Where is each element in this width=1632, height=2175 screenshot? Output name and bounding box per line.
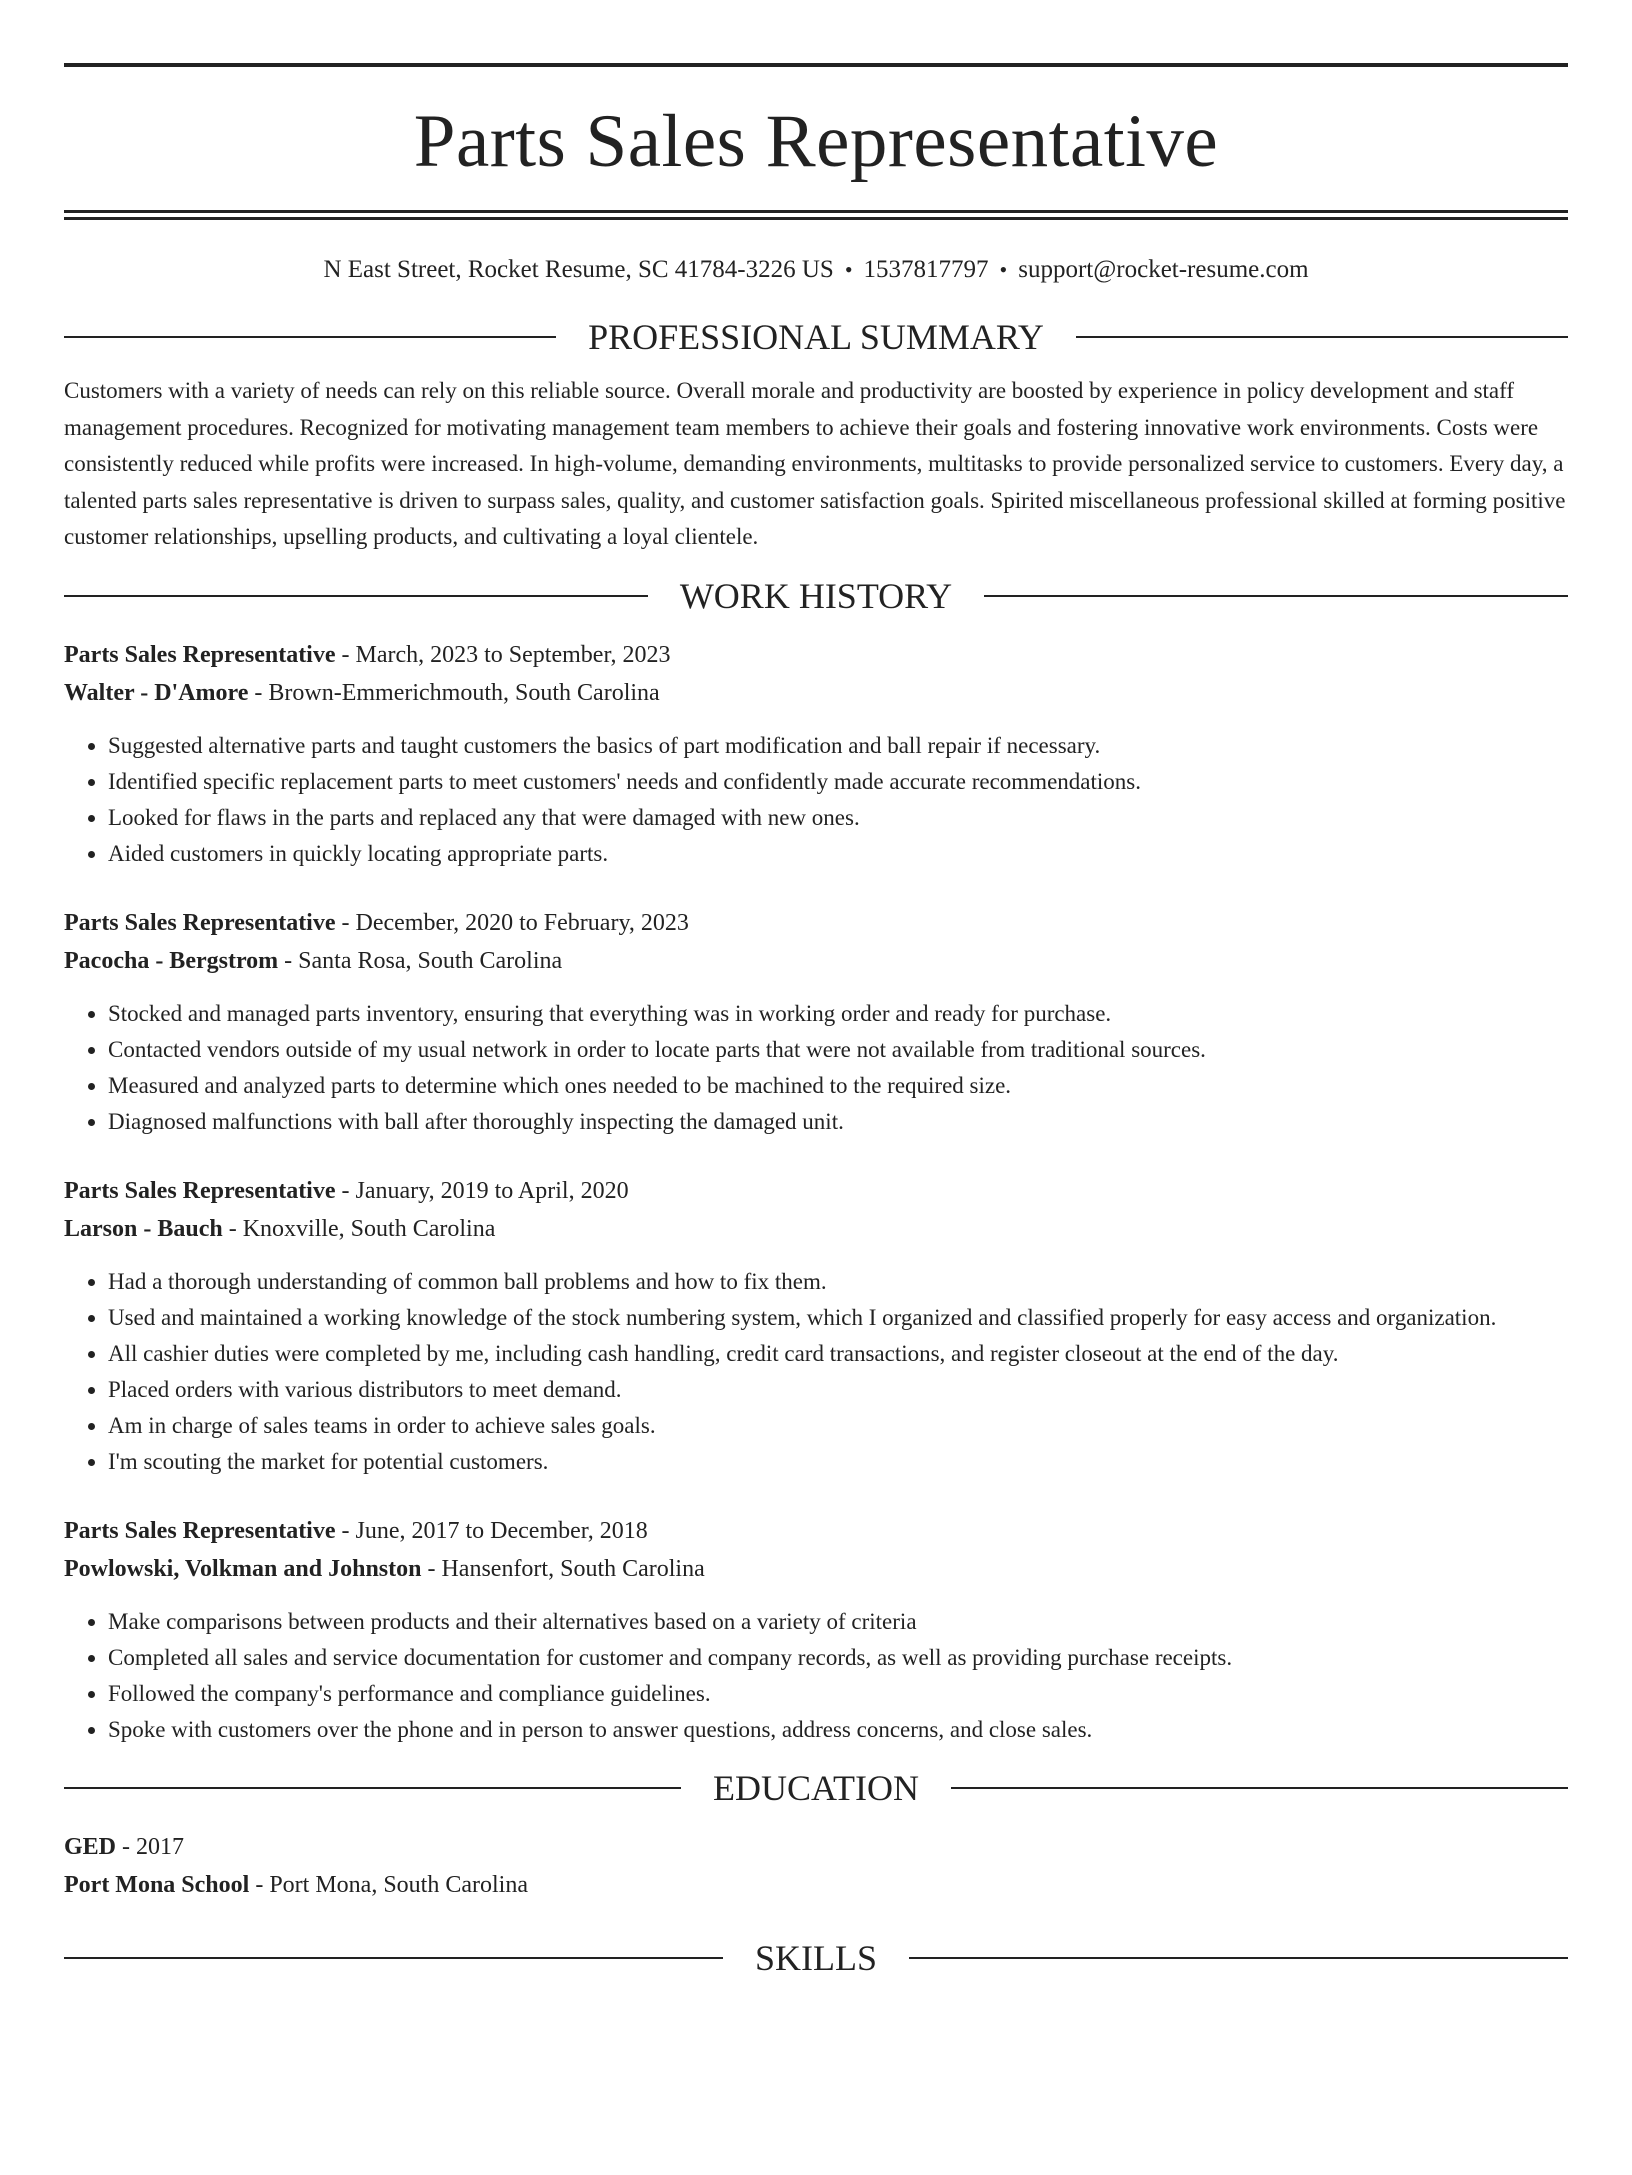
job-location: - Hansenfort, South Carolina xyxy=(421,1555,705,1582)
job-company: Pacocha - Bergstrom xyxy=(64,947,279,974)
summary-heading xyxy=(64,319,1568,355)
title-double-rule xyxy=(64,210,1568,220)
heading-rule-right xyxy=(951,1787,1568,1789)
job-entry xyxy=(64,1512,1568,1748)
job-bullet: • Spoke with customers over the phone and in person to answer questions, address concerns, and close sales. xyxy=(108,1712,1568,1748)
work-history-heading-label: WORK HISTORY xyxy=(679,575,953,616)
job-title: Parts Sales Representative xyxy=(64,909,336,936)
job-company: Powlowski, Volkman and Johnston xyxy=(64,1555,422,1582)
education-entry xyxy=(64,1828,1568,1904)
heading-rule-right xyxy=(984,595,1568,597)
summary-heading-label: PROFESSIONAL SUMMARY xyxy=(588,317,1044,357)
education-heading xyxy=(64,1767,1568,1808)
job-bullet: • Stocked and managed parts inventory, ensuring that everything was in working order and ready for purchase. xyxy=(108,996,1568,1032)
job-bullet: • Followed the company's performance and compliance guidelines. xyxy=(108,1676,1568,1712)
job-bullets xyxy=(64,1264,1568,1480)
education-degree: GED xyxy=(64,1833,117,1860)
job-dates: - December, 2020 to February, 2023 xyxy=(335,909,689,936)
job-location: - Santa Rosa, South Carolina xyxy=(278,947,563,974)
job-bullet: • Measured and analyzed parts to determine which ones needed to be machined to the required size. xyxy=(108,1068,1568,1104)
contact-separator: • xyxy=(999,257,1008,282)
job-company-line xyxy=(64,1210,1568,1248)
job-bullet: • Am in charge of sales teams in order to achieve sales goals. xyxy=(108,1408,1568,1444)
job-entry xyxy=(64,1172,1568,1480)
job-entry xyxy=(64,636,1568,872)
education-degree-line xyxy=(64,1828,1568,1866)
heading-rule-left xyxy=(64,595,648,597)
skills-heading-label: SKILLS xyxy=(755,1937,878,1978)
heading-rule-right xyxy=(909,1957,1568,1959)
contact-phone[interactable]: 1537817797 xyxy=(863,256,989,283)
heading-rule-left xyxy=(64,1787,681,1789)
job-bullet: • Contacted vendors outside of my usual network in order to locate parts that were not available from traditional sources. xyxy=(108,1032,1568,1068)
summary-text: Customers with a variety of needs can rely on this reliable source. Overall morale and productivity are boosted by experience in policy development and staff management procedures. Recognized for motivating management team members to achieve their goals and fostering innovative work environments. Costs were consistently reduced while profits were increased. In high-volume, demanding environments, multitasks to provide personalized service to customers. Every day, a talented parts sales representative is driven to surpass sales, quality, and customer satisfaction goals. Spirited miscellaneous professional skilled at forming positive customer relationships, upselling products, and cultivating a loyal clientele. xyxy=(64,378,1566,550)
education-year: - 2017 xyxy=(116,1833,185,1860)
job-dates: - June, 2017 to December, 2018 xyxy=(335,1517,648,1544)
job-company-line xyxy=(64,674,1568,712)
heading-rule-left xyxy=(64,1957,723,1959)
job-dates: - January, 2019 to April, 2020 xyxy=(335,1177,629,1204)
job-bullets xyxy=(64,996,1568,1140)
job-title: Parts Sales Representative xyxy=(64,1517,336,1544)
contact-separator: • xyxy=(844,257,853,282)
job-bullet: • Completed all sales and service documentation for customer and company records, as well as providing purchase receipts. xyxy=(108,1640,1568,1676)
job-bullet: • Looked for flaws in the parts and replaced any that were damaged with new ones. xyxy=(108,800,1568,836)
education-school: Port Mona School xyxy=(64,1871,250,1898)
job-location: - Knoxville, South Carolina xyxy=(222,1215,496,1242)
heading-rule-right xyxy=(1076,336,1568,338)
resume-page xyxy=(0,63,1632,2175)
job-bullets xyxy=(64,728,1568,872)
education-school-line xyxy=(64,1866,1568,1904)
job-bullet: • Identified specific replacement parts to meet customers' needs and confidently made accurate recommendations. xyxy=(108,764,1568,800)
job-bullets xyxy=(64,1604,1568,1748)
job-title: Parts Sales Representative xyxy=(64,1177,336,1204)
education-location: - Port Mona, South Carolina xyxy=(249,1871,528,1898)
job-entry xyxy=(64,904,1568,1140)
job-title-line xyxy=(64,1512,1568,1550)
job-title-line xyxy=(64,636,1568,674)
job-dates: - March, 2023 to September, 2023 xyxy=(335,641,671,668)
job-location: - Brown-Emmerichmouth, South Carolina xyxy=(248,679,660,706)
job-title-line xyxy=(64,1172,1568,1210)
job-bullet: • Placed orders with various distributors to meet demand. xyxy=(108,1372,1568,1408)
contact-line xyxy=(64,257,1568,282)
job-bullet: • Suggested alternative parts and taught customers the basics of part modification and ball repair if necessary. xyxy=(108,728,1568,764)
job-bullet: • All cashier duties were completed by me, including cash handling, credit card transactions, and register closeout at the end of the day. xyxy=(108,1336,1568,1372)
contact-address: N East Street, Rocket Resume, SC 41784-3226 US xyxy=(323,256,834,283)
job-company: Walter - D'Amore xyxy=(64,679,249,706)
job-bullet: • Make comparisons between products and their alternatives based on a variety of criteria xyxy=(108,1604,1568,1640)
contact-email[interactable]: support@rocket-resume.com xyxy=(1018,256,1309,283)
job-bullet: • Diagnosed malfunctions with ball after thoroughly inspecting the damaged unit. xyxy=(108,1104,1568,1140)
job-bullet: • Used and maintained a working knowledge of the stock numbering system, which I organized and classified properly for easy access and organization. xyxy=(108,1300,1568,1336)
job-company-line xyxy=(64,942,1568,980)
top-rule xyxy=(64,63,1568,67)
heading-rule-left xyxy=(64,336,556,338)
job-bullet: • Had a thorough understanding of common ball problems and how to fix them. xyxy=(108,1264,1568,1300)
skills-heading xyxy=(64,1937,1568,1978)
job-title-line xyxy=(64,904,1568,942)
job-company: Larson - Bauch xyxy=(64,1215,223,1242)
job-company-line xyxy=(64,1550,1568,1588)
work-history-heading xyxy=(64,575,1568,616)
job-bullet: • I'm scouting the market for potential customers. xyxy=(108,1444,1568,1480)
job-bullet: • Aided customers in quickly locating appropriate parts. xyxy=(108,836,1568,872)
resume-title: Parts Sales Representative xyxy=(413,100,1219,183)
job-title: Parts Sales Representative xyxy=(64,641,336,668)
education-heading-label: EDUCATION xyxy=(713,1767,919,1808)
